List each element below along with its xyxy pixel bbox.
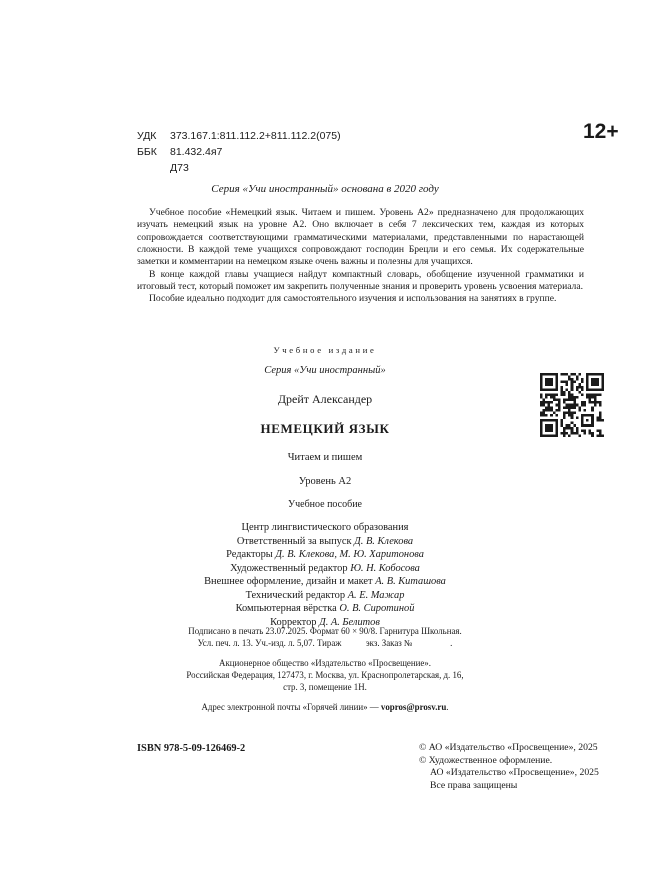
abstract-paragraph: Учебное пособие «Немецкий язык. Читаем и пишем. Уровень А2» предназначено для продолжающих изучать немецкий язык на уровне А2. Оно включает в себя 7 лексических тем, каждая из которых сопровождается соответствующими грамматическими материалами, представленными по нарастающей сложности. В каждой теме учащихся сопровождают господин Брецли и его семья. Их содержательные заметки и комментарии на немецком языке очень важны и полезны для учащихся.: [137, 207, 584, 268]
abstract-paragraph: Пособие идеально подходит для самостоятельного изучения и использования на занятиях в группе.: [149, 293, 557, 305]
copyright-line: © АО «Издательство «Просвещение», 2025: [419, 742, 598, 753]
credits-tech-editor: Технический редактор А. Е. Мажар: [245, 589, 405, 601]
copyright-line: © Художественное оформление.: [419, 754, 553, 766]
credits-layout: Компьютерная вёрстка О. В. Сиротиной: [235, 603, 415, 614]
copyright-line: АО «Издательство «Просвещение», 2025: [430, 767, 599, 778]
series-note: Серия «Учи иностранный» основана в 2020 году: [211, 183, 439, 195]
hotline-email[interactable]: vopros@prosv.ru: [380, 702, 447, 712]
bbk-value: 81.432.4я7: [170, 146, 223, 158]
imprint-publisher-line: стр. 3, помещение 1Н.: [283, 682, 367, 692]
series-name: Серия «Учи иностранный»: [264, 365, 386, 376]
credits-art-editor: Художественный редактор Ю. Н. Кобосова: [230, 562, 420, 574]
udk-label: УДК: [137, 130, 157, 142]
edition-type: Учебное издание: [273, 345, 377, 355]
book-title: НЕМЕЦКИЙ ЯЗЫК: [260, 421, 390, 436]
bbk-label: ББК: [137, 146, 157, 158]
credits-center: Центр лингвистического образования: [241, 522, 409, 533]
isbn: ISBN 978-5-09-126469-2: [137, 743, 246, 754]
imprint-print-line: Подписано в печать 23.07.2025. Формат 60 × 90/8. Гарнитура Школьная.: [188, 626, 462, 636]
book-type: Учебное пособие: [288, 499, 362, 510]
book-subtitle: Читаем и пишем: [287, 452, 363, 463]
credits-design: Внешнее оформление, дизайн и макет А. В. Киташова: [204, 576, 446, 587]
credits-block: [140, 521, 510, 629]
classification-block: [137, 128, 341, 176]
udk-row: [137, 128, 341, 144]
author-mark: Д73: [170, 162, 189, 174]
book-level: Уровень А2: [298, 476, 352, 487]
imprint-hotline: Адрес электронной почты «Горячей линии» — vopros@prosv.ru.: [201, 702, 449, 712]
abstract: [137, 207, 584, 306]
imprint-sheets-line: Усл. печ. л. 13. Уч.-изд. л. 5,07. Тираж экз. Заказ № .: [197, 638, 453, 648]
author-mark-row: [137, 160, 341, 176]
credits-responsible: Ответственный за выпуск Д. В. Клекова: [236, 535, 414, 547]
bbk-row: [137, 144, 341, 160]
qr-code-icon[interactable]: [540, 373, 604, 437]
copyright-block: [419, 742, 599, 792]
credits-proofreader: Корректор Д. А. Белитов: [270, 616, 380, 628]
age-rating: 12+: [583, 120, 619, 143]
abstract-paragraph: В конце каждой главы учащиеся найдут компактный словарь, обобщение изученной грамматики и итоговый тест, который поможет им закрепить полученные знания и проверить уровень усвоения материала.: [137, 268, 584, 293]
imprint-publisher-line: Акционерное общество «Издательство «Просвещение».: [219, 658, 431, 668]
credits-editors: Редакторы Д. В. Клекова, М. Ю. Харитонова: [226, 549, 424, 560]
imprint-publisher-line: Российская Федерация, 127473, г. Москва, ул. Краснопролетарская, д. 16,: [186, 670, 464, 680]
author-name: Дрейт Александер: [277, 392, 373, 406]
copyright-line: Все права защищены: [430, 779, 518, 791]
udk-value: 373.167.1:811.112.2+811.112.2(075): [170, 130, 341, 142]
imprint-block: [140, 625, 510, 713]
